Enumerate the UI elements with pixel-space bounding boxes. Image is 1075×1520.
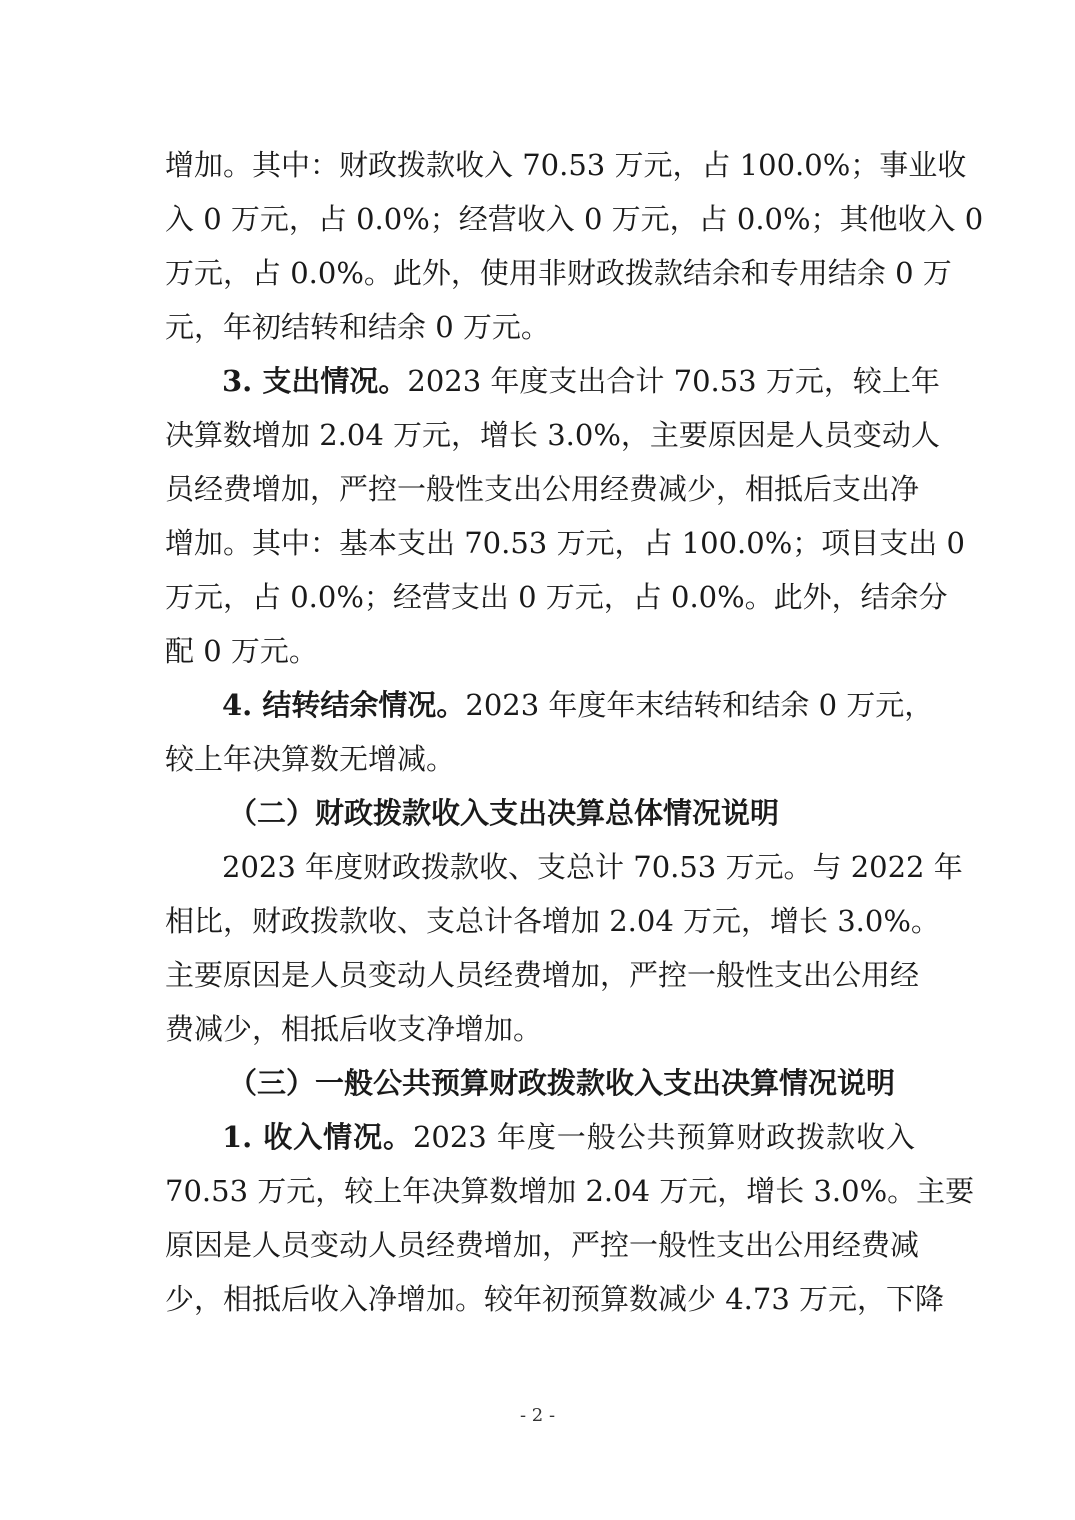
section-lead: 3. 支出情况。 [222, 364, 408, 398]
text-line: 费减少，相抵后收支净增加。 [165, 1012, 543, 1046]
text-line: 增加。其中：基本支出 70.53 万元，占 100.0%；项目支出 0 [165, 526, 965, 560]
section-lead: 1. 收入情况。 [222, 1120, 413, 1154]
text-line: 万元，占 0.0%。此外，使用非财政拨款结余和专用结余 0 万 [165, 256, 952, 290]
text-line: 入 0 万元，占 0.0%；经营收入 0 万元，占 0.0%；其他收入 0 [165, 202, 984, 236]
text-line [222, 678, 934, 732]
text-line: 员经费增加，严控一般性支出公用经费减少，相抵后支出净 [165, 472, 920, 506]
text-line: 决算数增加 2.04 万元，增长 3.0%，主要原因是人员变动人 [165, 418, 940, 452]
text-line: 较上年决算数无增减。 [165, 742, 456, 776]
text-line: 原因是人员变动人员经费增加，严控一般性支出公用经费减 [165, 1228, 920, 1262]
text-line: 2023 年度财政拨款收、支总计 70.53 万元。与 2022 年 [222, 850, 963, 884]
text-line: 增加。其中：财政拨款收入 70.53 万元，占 100.0%；事业收 [165, 148, 967, 182]
text-line [222, 1110, 915, 1164]
section-lead: 4. 结转结余情况。 [222, 688, 466, 722]
text-line: 少，相抵后收入净增加。较年初预算数减少 4.73 万元，下降 [165, 1282, 945, 1316]
text-line [222, 354, 940, 408]
text-line-content: 2023 年度一般公共预算财政拨款收入 [412, 1120, 915, 1154]
text-line: 配 0 万元。 [165, 634, 318, 668]
text-line-content: 2023 年度支出合计 70.53 万元，较上年 [407, 364, 940, 398]
text-line: 主要原因是人员变动人员经费增加，严控一般性支出公用经 [165, 958, 920, 992]
section-heading: （二）财政拨款收入支出决算总体情况说明 [228, 796, 780, 830]
text-line: 70.53 万元，较上年决算数增加 2.04 万元，增长 3.0%。主要 [165, 1174, 975, 1208]
text-line: 万元，占 0.0%；经营支出 0 万元，占 0.0%。此外，结余分 [165, 580, 948, 614]
text-line: 相比，财政拨款收、支总计各增加 2.04 万元，增长 3.0%。 [165, 904, 940, 938]
page-number: - 2 - [519, 1405, 556, 1426]
text-line: 元，年初结转和结余 0 万元。 [165, 310, 550, 344]
section-heading: （三）一般公共预算财政拨款收入支出决算情况说明 [228, 1066, 896, 1100]
text-line-content: 2023 年度年末结转和结余 0 万元， [465, 688, 934, 722]
